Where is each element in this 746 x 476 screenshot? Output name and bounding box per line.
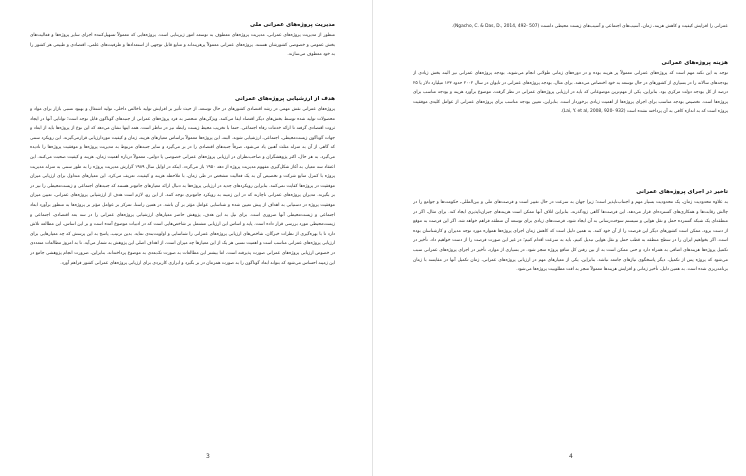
left-heading-1: مدیریت پروژه‌های عمرانی ملی bbox=[250, 22, 335, 28]
right-heading-1: هزینه پروژه‌های عمرانی bbox=[661, 60, 728, 66]
right-paragraph-top: عمرانی را افزایش کیفیت و کاهش هزینه، زمان، آسیب‌های اجتماعی و آسیب‌های زیست محیطی دانست (Ngacho, C. & Das, D., 2014, 492- 507). bbox=[451, 24, 728, 29]
right-page bbox=[373, 0, 746, 476]
right-heading-2: تأخیر در اجرای پروژه‌های عمرانی bbox=[636, 189, 728, 195]
page-number-right: 4 bbox=[569, 453, 573, 460]
right-paragraph-1: توجه به این نکته مهم است که پروژه‌های عمرانی معمولاً پر هزینه بوده و در دوره‌های زمانی طولانی انجام می‌شوند. بودجه پروژه‌های عمرانی نیز البته بخش زیادی از بودجه‌های سالانه را در بسیاری از کشورهای در حال توسعه به خود اختصاص می‌دهند. برای مثال، بودجه پروژه‌های عمرانی در تایوان در سال ۲۰۰۲ حدود ۱۳۳ میلیارد دلار یا ۲۵ درصد از کل بودجه دولت مرکزی بود. بنابراین، یکی از مهم‌ترین موضوعاتی که باید در ارزیابی پروژه‌های عمرانی در نظر گرفت، موضوع برآورد هزینه و بودجه مناسب برای پروژه‌ها است. تخصیص بودجه مناسب برای اجرای پروژه‌ها از اهمیت زیادی برخوردار است. بنابراین، تعیین بودجه مناسب برای پروژه‌های عمرانی از عوامل کلیدی موفقیت پروژه است که به اندازه کافی به آن پرداخته نشده است (Lai, Y. et al, 2008, 920- 932). bbox=[413, 71, 728, 115]
left-paragraph-2: پروژه‌های عمرانی نقش مهمی در رشد اقتصادی کشورهای در حال توسعه، از حیث تأثیر بر افزایش تولید ناخالص داخلی، تولید اشتغال و بهبود نسبی بازار برای مواد و محصولات تولید شده توسط بخش‌های دیگر اقتصاد ایفا می‌کنند. ویژگی‌های منحصر به فرد پروژه‌های عمرانی از جنبه‌های گوناگون قابل توجه است؛ توانایی آنها در ایجاد ثروت اقتصادی گرفته تا ارائه خدمات رفاه اجتماعی. حتما با تخریب محیط زیست رابطه نیز در تناظر است. همه اینها نشان می‌دهد که این نوع از پروژه‌ها باید از ابعاد و جهات گوناگون زیست‌محیطی، اجتماعی، ارزشیابی شوند. البته، این پروژه‌ها معمولاً براساس معیارهای هزینه، زمان و کیفیت موردارزیابی قرارمی‌گیرند. این رویکرد سنتی که گاهی از آن به منزله مثلث آهنین یاد می‌شود، صرفاً جنبه‌های اقتصادی را در بر می‌گیرد و سایر جنبه‌های مربوط به مدیریت پروژه‌ها و موفقیت پروژه‌ها را نادیده می‌گیرد. به هر حال، اکثر پژوهشگران و صاحب‌نظران در ارزیابی پروژه‌های عمرانی خصوصی یا دولتی، معمولاً درباره اهمیت زمان، هزینه و کیفیت صحبت می‌کنند. این اعتقاد سه معیار، به آغاز شکل‌گیری مفهوم مدیریت پروژه از دهه ۱۹۵۰ باز می‌گردد. اینکه در اوایل سال ۱۹۸۹ گزارش مدیریت پروژه را به طور سنتی به منزله مدیریت پروژه با کنترل منابع شرکت و تخصیص آن به یک فعالیت مشخص در طی زمان، با ملاحظه هزینه و کیفیت، تعریف می‌کرد. این معیارهای متداول برای ارزیابی میزان موفقیت در پروژه‌ها کفایت نمی‌کنند. بنابراین رویکردهای جدید در ارزیابی پروژه‌ها به دنبال ارائه معیارهای جامع‌تر هستند که جنبه‌های اجتماعی و زیست‌محیطی را نیز در بر بگیرند. مدیران پروژه‌های عمرانی ناچارند که در این زمینه به رویکرد جامع‌تری توجه کنند. از این رو، لازم است هدف از ارزشیابی پروژه‌های عمرانی، تعیین میزان موفقیت پروژه در دستیابی به اهداف از پیش تعیین شده و شناسایی عوامل مؤثر بر آن باشد. در همین راستا، تمرکز بر عوامل مؤثر بر پروژه‌ها به منظور برآورد ابعاد اجتماعی و زیست‌محیطی آنها ضروری است. برای نیل به این هدف، پژوهش حاضر معیارهای ارزشیابی پروژه‌های عمرانی را در سه بعد اقتصادی، اجتماعی و زیست‌محیطی مورد بررسی قرار داده است. پایه و اساس این ارزیابی مشتمل بر شاخص‌هایی است که در ادبیات موضوع آمده است و بر این اساس، این مطالعه تلاش دارد تا با بهره‌گیری از نظرات خبرگان، شاخص‌های ارزیابی پروژه‌های عمرانی را شناسایی و اولویت‌بندی نماید. بدین ترتیب، پاسخ به این پرسش که چه معیارهایی برای ارزیابی پروژه‌های عمرانی مناسب است و اهمیت نسبی هر یک از این معیارها چه میزان است، از اهداف اصلی این پژوهش به شمار می‌آید. تا به امروز مطالعات متعددی در خصوص ارزیابی پروژه‌های عمرانی صورت پذیرفته است، اما بیشتر این مطالعات به صورت تک‌بعدی به موضوع پرداخته‌اند. بنابراین، ضرورت انجام پژوهشی جامع در این زمینه احساس می‌شود که بتواند ابعاد گوناگون را به صورت همزمان در بر بگیرد و ابزاری کاربردی برای ارزیابی پروژه‌های عمرانی کشور فراهم آورد. bbox=[30, 107, 335, 266]
right-paragraph-2: به علاوه محدودیت زمان، یک محدودیت بسیار مهم و اجتناب‌ناپذیر است؛ زیرا جهان به سرعت در حال تغییر است و فرصت‌های ملی و بین‌المللی، حکومت‌ها و جوامع را در چالش رقابت‌ها و همکاری‌های گسترده‌ای قرار می‌دهد. این فرصت‌ها گاهی زودگذرند، بنابراین اتلاف آنها ممکن است هزینه‌های جبران‌ناپذیری ایجاد کند. برای مثال، اگر در منطقه‌ای یک شبکه گسترده حمل و نقل هوایی و سیستم سوخت‌رسانی به آن ایجاد شود، فرصت‌های زیادی برای توسعه آن منطقه فراهم خواهد شد. اگر این فرصت به موقع از دست برود، ممکن است کشورهای دیگر این فرصت را از آن خود کنند. به همین دلیل است که کاهش زمان اجرای پروژه‌ها همواره مورد توجه مدیران و کارشناسان بوده است. اگر بخواهیم ایران را در سطح منطقه به قطب حمل و نقل هوایی تبدیل کنیم، باید به سرعت اقدام کنیم؛ در غیر این صورت فرصت را از دست خواهیم داد. تأخیر در تکمیل پروژه‌ها هزینه‌های اضافی به همراه دارد و حتی ممکن است به از بین رفتن کل منافع پروژه منجر شود. در بسیاری از موارد، تأخیر در اجرای پروژه‌های عمرانی سبب می‌شود که پروژه پس از تکمیل، دیگر پاسخگوی نیازهای جامعه نباشد. بنابراین، یکی از معیارهای مهم در ارزیابی پروژه‌های عمرانی، زمان تکمیل آنها در مقایسه با زمان برنامه‌ریزی شده است. به همین دلیل، تأخیر زمانی و افزایش هزینه‌ها معمولاً منجر به افت مطلوبیت پروژه‌ها می‌شود. bbox=[413, 200, 728, 273]
left-paragraph-1: منظور از مدیریت پروژه‌های عمرانی، مدیریت پروژه‌های معطوف به توسعه امور زیربنایی است. پروژه‌هایی که معمولاً تسهیل‌کننده اجرای سایر پروژه‌ها و فعالیت‌های بخش عمومی و خصوصی کشورشان هستند. پروژه‌های عمرانی معمولاً پرهزینه‌اند و منابع قابل توجهی از استعدادها و ظرفیت‌های علمی، اقتصادی و طبیعی هر کشور را به خود معطوف می‌سازند. bbox=[30, 33, 335, 58]
page-number-left: 3 bbox=[206, 453, 210, 460]
left-heading-2: هدف از ارزشیابی پروژه‌های عمرانی bbox=[235, 96, 335, 102]
